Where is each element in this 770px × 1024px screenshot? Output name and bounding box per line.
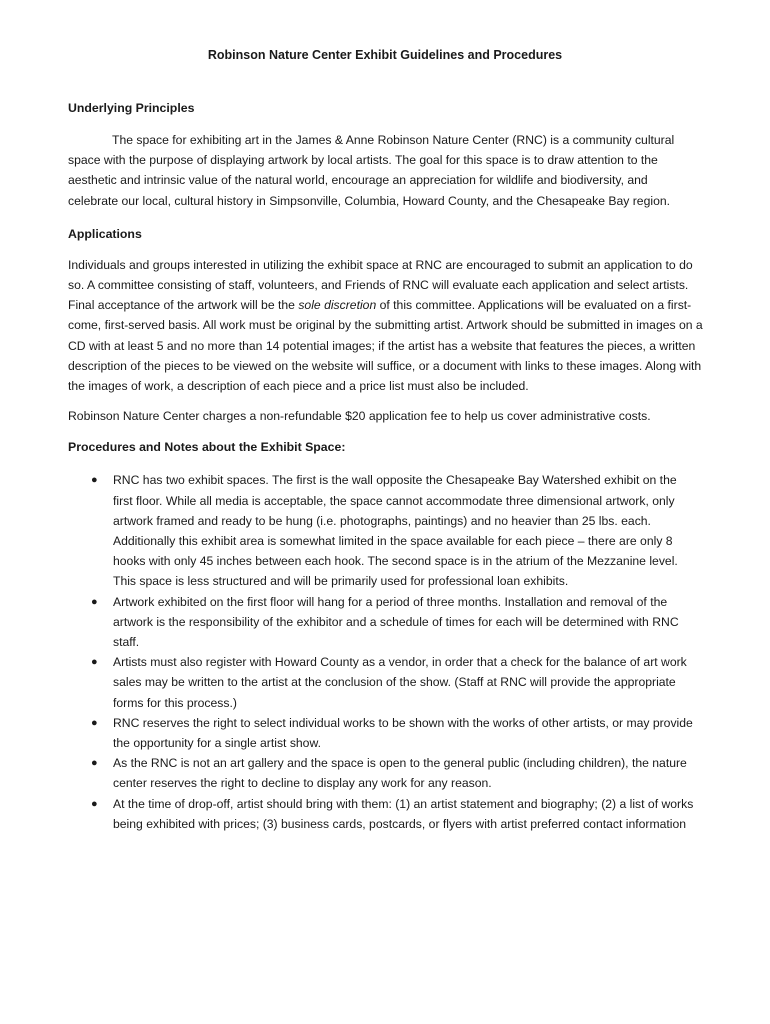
- procedure-item: [68, 794, 698, 834]
- procedure-item: [68, 592, 698, 653]
- applications-heading: Applications: [68, 226, 142, 241]
- procedure-item-text: RNC has two exhibit spaces. The first is the wall opposite the Chesapeake Bay Watershed exhibit on the first floor. While all media is acceptable, the space cannot accommodate three dimensional artwork, only artwork framed and ready to be hung (i.e. photographs, paintings) and no heavier than 25 lbs. each. Additionally this exhibit area is somewhat limited in the space available for each piece – there are only 8 hooks with only 45 inches between each hook. The second space is in the atrium of the Mezzanine level. This space is less structured and will be primarily used for professional loan exhibits.: [113, 473, 678, 589]
- procedure-item: [68, 753, 698, 793]
- bullet-icon: ●: [91, 474, 98, 487]
- procedure-item: [68, 713, 698, 753]
- procedure-item-text: At the time of drop-off, artist should bring with them: (1) an artist statement and biography; (2) a list of works being exhibited with prices; (3) business cards, postcards, or flyers with artist preferred contact information: [113, 796, 694, 831]
- applications-text-part-1: Individuals and groups interested in utilizing the exhibit space at RNC are encouraged to submit an application to do so. A committee consisting of staff, volunteers, and Friends of RNC will evaluate each application and select artists. Final acceptance of the artwork will be the: [68, 257, 693, 313]
- procedures-heading: Procedures and Notes about the Exhibit Space:: [68, 440, 346, 455]
- procedure-item-text: Artwork exhibited on the first floor will hang for a period of three months. Installation and removal of the artwork is the responsibility of the exhibitor and a schedule of times for each will be determined with RNC staff.: [113, 594, 679, 650]
- bullet-icon: ●: [91, 595, 98, 608]
- application-fee-paragraph: Robinson Nature Center charges a non-refundable $20 application fee to help us cover administrative costs.: [68, 409, 651, 424]
- procedure-item-text: RNC reserves the right to select individual works to be shown with the works of other artists, or may provide the opportunity for a single artist show.: [113, 715, 693, 751]
- bullet-icon: ●: [91, 757, 98, 770]
- bullet-icon: ●: [91, 797, 98, 810]
- principles-paragraph: The space for exhibiting art in the James & Anne Robinson Nature Center (RNC) is a community cultural space with the purpose of displaying artwork by local artists. The goal for this space is to draw attention to the aesthetic and intrinsic value of the natural world, encourage an appreciation for wildlife and biodiversity, and celebrate our local, cultural history in Simpsonville, Columbia, Howard County, and the Chesapeake Bay region.: [68, 133, 675, 208]
- document-title: Robinson Nature Center Exhibit Guidelines and Procedures: [207, 48, 563, 62]
- applications-text-part-2: of this committee. Applications will be evaluated on a first-come, first-served basis. All work must be original by the submitting artist. Artwork should be submitted in images on a CD with at least 5 and no more than 14 potential images; if the artist has a website that features the pieces, a written description of the pieces to be viewed on the website will suffice, or a document with links to these images. Along with the images of work, a description of each piece and a price list must also be included.: [68, 298, 703, 394]
- procedure-item: [68, 652, 698, 713]
- bullet-icon: ●: [91, 716, 98, 729]
- principles-heading: Underlying Principles: [68, 101, 195, 115]
- applications-paragraph: [68, 255, 706, 396]
- procedure-item-text: Artists must also register with Howard County as a vendor, in order that a check for the balance of art work sales may be written to the artist at the conclusion of the show. (Staff at RNC will provide the appropriate forms for this process.): [113, 655, 687, 710]
- bullet-icon: ●: [91, 656, 98, 669]
- procedure-item: [68, 470, 698, 591]
- applications-emphasis: sole discretion: [298, 298, 377, 313]
- document-body: [68, 98, 708, 834]
- procedure-item-text: As the RNC is not an art gallery and the space is open to the general public (including children), the nature center reserves the right to decline to display any work for any reason.: [113, 756, 687, 791]
- procedures-list: [68, 470, 708, 834]
